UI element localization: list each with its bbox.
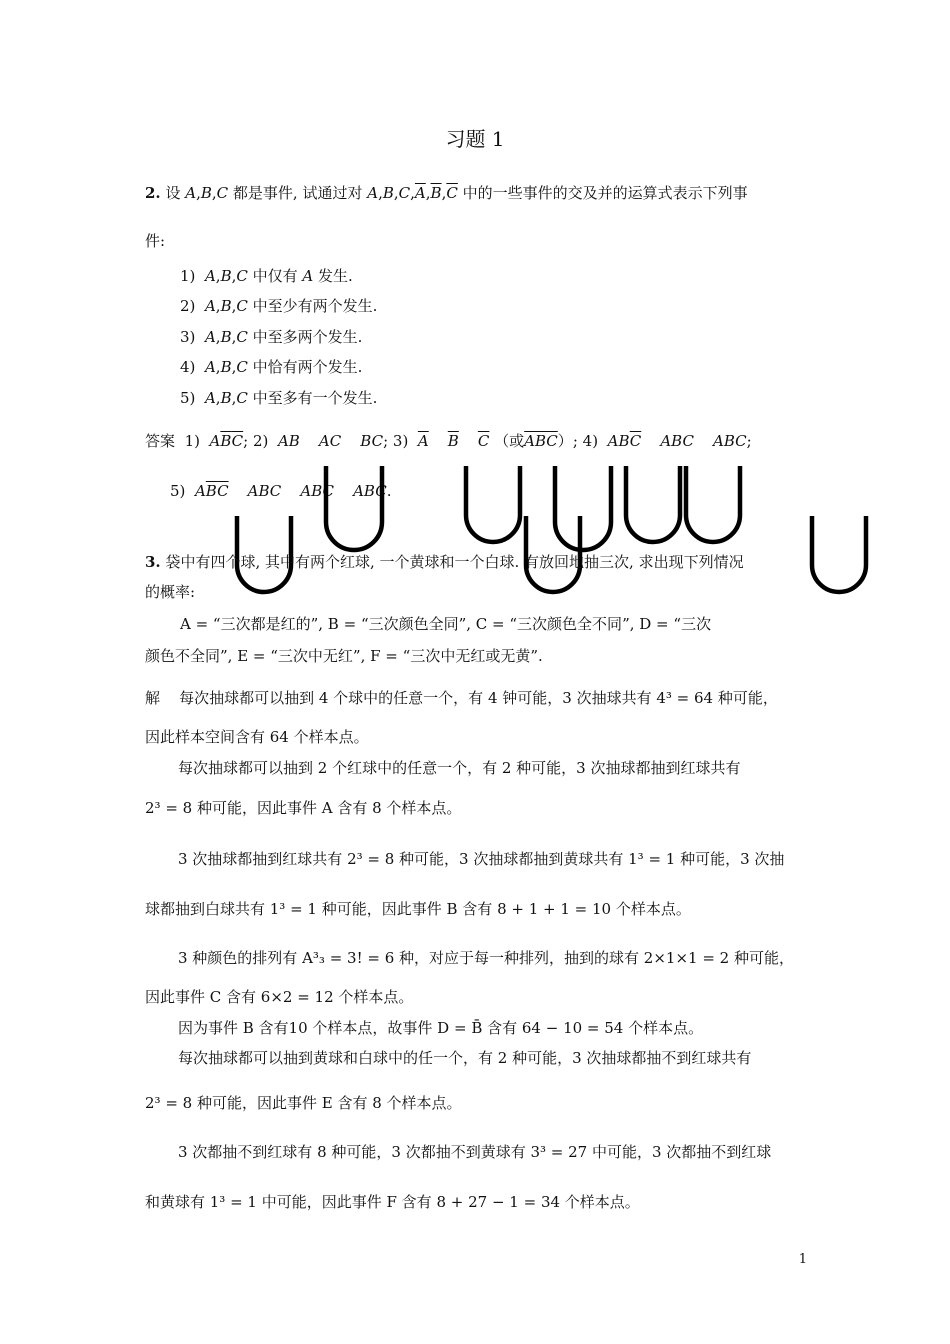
- solution-line7: 3 种颜色的排列有 A³₃ = 3! = 6 种，对应于每一种排列，抽到的球有 2×1×1 = 2 种可能，: [178, 949, 794, 967]
- page-number: 1: [798, 1252, 807, 1267]
- q2-stem-cont: 件:: [145, 232, 166, 250]
- solution-line9: 因为事件 B 含有10 个样本点，故事件 D = B̄ 含有 64 − 10 = 54 个样本点。: [178, 1019, 704, 1037]
- answer-sep: ;: [746, 432, 752, 450]
- q3-stem-line4: 颜色不全同”, E = “三次中无红”, F = “三次中无红或无黄”.: [145, 647, 543, 665]
- union-symbol: [555, 466, 611, 550]
- q2-item-4: 4) A,B,C 中恰有两个发生.: [180, 358, 363, 376]
- answer-sep: ;: [243, 432, 249, 450]
- union-symbol: [686, 466, 740, 542]
- answer-no: 1): [184, 432, 200, 450]
- q3-stem-line1: [145, 552, 744, 572]
- item-no: 2): [180, 297, 196, 315]
- answer-no: 2): [253, 432, 269, 450]
- answer-sep: ;: [572, 432, 578, 450]
- solution-label: 解: [145, 689, 161, 707]
- item-tail: 发生.: [313, 267, 353, 285]
- solution-line5: 3 次抽球都抽到红球共有 2³ = 8 种可能，3 次抽球都抽到黄球共有 1³ = 1 种可能，3 次抽: [178, 850, 785, 868]
- item-text: 中恰有两个发生.: [247, 358, 363, 376]
- item-text: 中至多有一个发生.: [247, 389, 378, 407]
- solution-line8: 因此事件 C 含有 6×2 = 12 个样本点。: [145, 988, 414, 1006]
- solution-line12: 3 次都抽不到红球有 8 种可能，3 次都抽不到黄球有 3³ = 27 中可能，3 次都抽不到红球: [178, 1143, 772, 1161]
- solution-line3: 每次抽球都可以抽到 2 个红球中的任意一个，有 2 种可能，3 次抽球都抽到红球共有: [178, 759, 741, 777]
- item-no: 3): [180, 328, 196, 346]
- item-no: 4): [180, 358, 196, 376]
- q2-item-5: 5) A,B,C 中至多有一个发生.: [180, 389, 378, 407]
- answer-no: 3): [392, 432, 409, 450]
- item-text: 中至多两个发生.: [247, 328, 363, 346]
- union-symbol: [466, 466, 520, 542]
- q2-stem-part: 中的一些事件的交及并的运算式表示下列事: [457, 184, 748, 202]
- q2-stem-part: 都是事件, 试通过对: [228, 184, 368, 202]
- answer-end: .: [386, 482, 392, 500]
- solution-line1: [145, 688, 778, 708]
- item-text: 中至少有两个发生.: [247, 297, 378, 315]
- q2-item-1: 1) A,B,C 中仅有 A 发生.: [180, 267, 353, 285]
- q3-stem-line2: 的概率:: [145, 583, 196, 601]
- q2-answer-line2: 5) $A\overline{B}\overline{C}$ ABC ABC ABC.: [170, 482, 392, 500]
- page-title: 习题 1: [445, 127, 505, 151]
- union-symbols: [0, 0, 950, 620]
- solution-line13: 和黄球有 1³ = 1 中可能，因此事件 F 含有 8 + 27 − 1 = 34 个样本点。: [145, 1193, 640, 1211]
- q2-stem-part: 设: [160, 184, 186, 202]
- q2-item-3: 3) A,B,C 中至多两个发生.: [180, 328, 363, 346]
- union-symbol: [812, 516, 866, 592]
- answer-no: 4): [582, 432, 599, 450]
- q2-item-2: 2) A,B,C 中至少有两个发生.: [180, 297, 378, 315]
- solution-line4: 2³ = 8 种可能，因此事件 A 含有 8 个样本点。: [145, 799, 462, 817]
- answer-no: 5): [170, 482, 186, 500]
- q3-stem-line3: A = “三次都是红的”, B = “三次颜色全同”, C = “三次颜色全不同”, D = “三次: [180, 615, 712, 633]
- union-symbol: [326, 466, 382, 550]
- solution-line11: 2³ = 8 种可能，因此事件 E 含有 8 个样本点。: [145, 1094, 462, 1112]
- item-no: 1): [180, 267, 196, 285]
- q2-number: 2.: [145, 184, 161, 202]
- q2-stem: 2. 设 A,B,C 都是事件, 试通过对 $A,B,C,\overline{A},\overline{B},\overline{C}$ 中的一些事件的交及并的运算式表示下列事: [145, 184, 748, 202]
- solution-line6: 球都抽到白球共有 1³ = 1 种可能，因此事件 B 含有 8 + 1 + 1 = 10 个样本点。: [145, 900, 691, 918]
- solution-text: 每次抽球都可以抽到 4 个球中的任意一个，有 4 钟可能，3 次抽球共有 4³ = 64 种可能，: [179, 689, 778, 707]
- q3-number: 3.: [145, 553, 161, 571]
- item-no: 5): [180, 389, 196, 407]
- answer-sep: ;: [383, 432, 389, 450]
- answer-or: （或: [494, 432, 525, 450]
- answer-or: ）: [557, 432, 573, 450]
- answer-label: 答案: [145, 432, 176, 450]
- q2-answer-line1: 答案 1) $A\overline{B}\overline{C}$; 2) AB AC BC; 3) $\overline{A}$ $\overline{B}$ $\overline{C}$ （或$\overline{ABC}$）; 4) $AB\overline{C}$ ABC ABC;: [145, 432, 752, 450]
- solution-line2: 因此样本空间含有 64 个样本点。: [145, 728, 369, 746]
- solution-line10: 每次抽球都可以抽到黄球和白球中的任一个，有 2 种可能，3 次抽球都抽不到红球共有: [178, 1049, 752, 1067]
- item-text: 中仅有: [247, 267, 303, 285]
- q3-text: 袋中有四个球, 其中有两个红球, 一个黄球和一个白球. 有放回地抽三次, 求出现下列情况: [160, 553, 744, 571]
- union-symbol: [626, 466, 680, 542]
